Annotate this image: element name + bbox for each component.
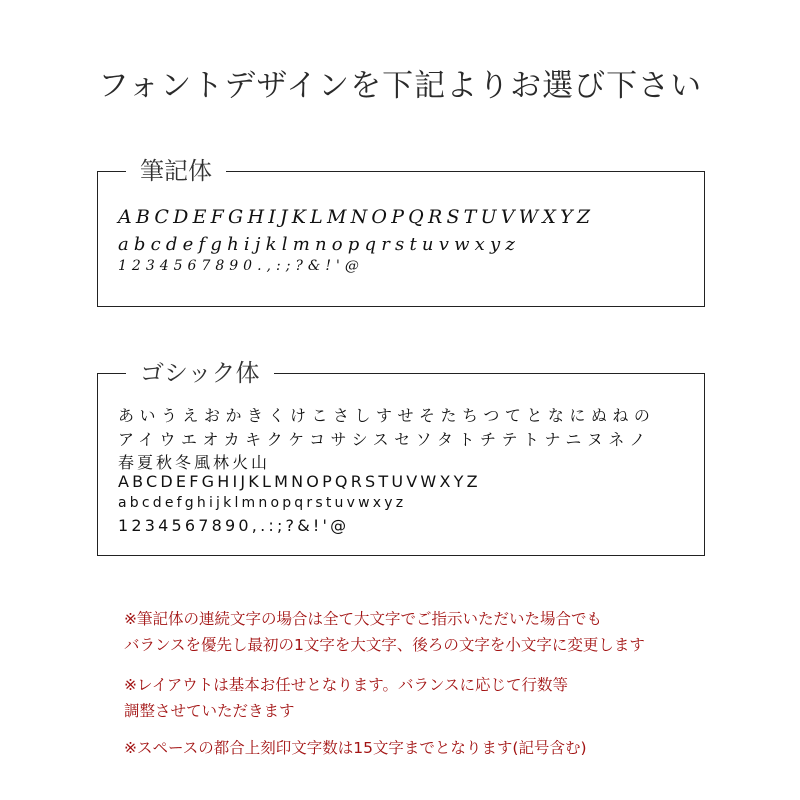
gothic-hiragana-sample: あいうえおかきくけこさしすせそたちつてとなにぬねの <box>118 406 656 425</box>
gothic-katakana-sample: アイウエオカキクケコサシスセソタトチテトナニヌネノ <box>118 430 651 449</box>
script-font-label: 筆記体 <box>126 159 226 183</box>
note-script-capitalization <box>124 606 645 658</box>
gothic-kanji-sample: 春夏秋冬風林火山 <box>118 453 271 472</box>
note-line: 調整させていただきます <box>124 702 295 720</box>
script-lowercase-sample: abcdefghijklmnopqrstuvwxyz <box>118 234 521 255</box>
note-character-limit <box>124 735 587 761</box>
gothic-font-sample-box <box>97 359 705 556</box>
note-line: バランスを優先し最初の1文字を大文字、後ろの文字を小文字に変更します <box>124 636 645 654</box>
gothic-lowercase-sample: abcdefghijklmnopqrstuvwxyz <box>118 495 407 511</box>
page-title: フォントデザインを下記よりお選び下さい <box>97 68 703 104</box>
script-numbers-sample: 1234567890.,:;?&!'@ <box>118 258 364 274</box>
gothic-numbers-sample: 1234567890,.:;?&!'@ <box>118 516 350 535</box>
note-layout <box>124 672 568 724</box>
note-line: ※筆記体の連続文字の場合は全て大文字でご指示いただいた場合でも <box>124 610 602 628</box>
script-font-sample-box <box>97 157 705 307</box>
note-line: ※レイアウトは基本お任せとなります。バランスに応じて行数等 <box>124 676 569 694</box>
gothic-uppercase-sample: ABCDEFGHIJKLMNOPQRSTUVWXYZ <box>118 472 481 491</box>
script-uppercase-sample: ABCDEFGHIJKLMNOPQRSTUVWXYZ <box>118 206 595 228</box>
gothic-font-label: ゴシック体 <box>126 361 274 385</box>
note-line: ※スペースの都合上刻印文字数は15文字までとなります(記号含む) <box>124 739 587 757</box>
